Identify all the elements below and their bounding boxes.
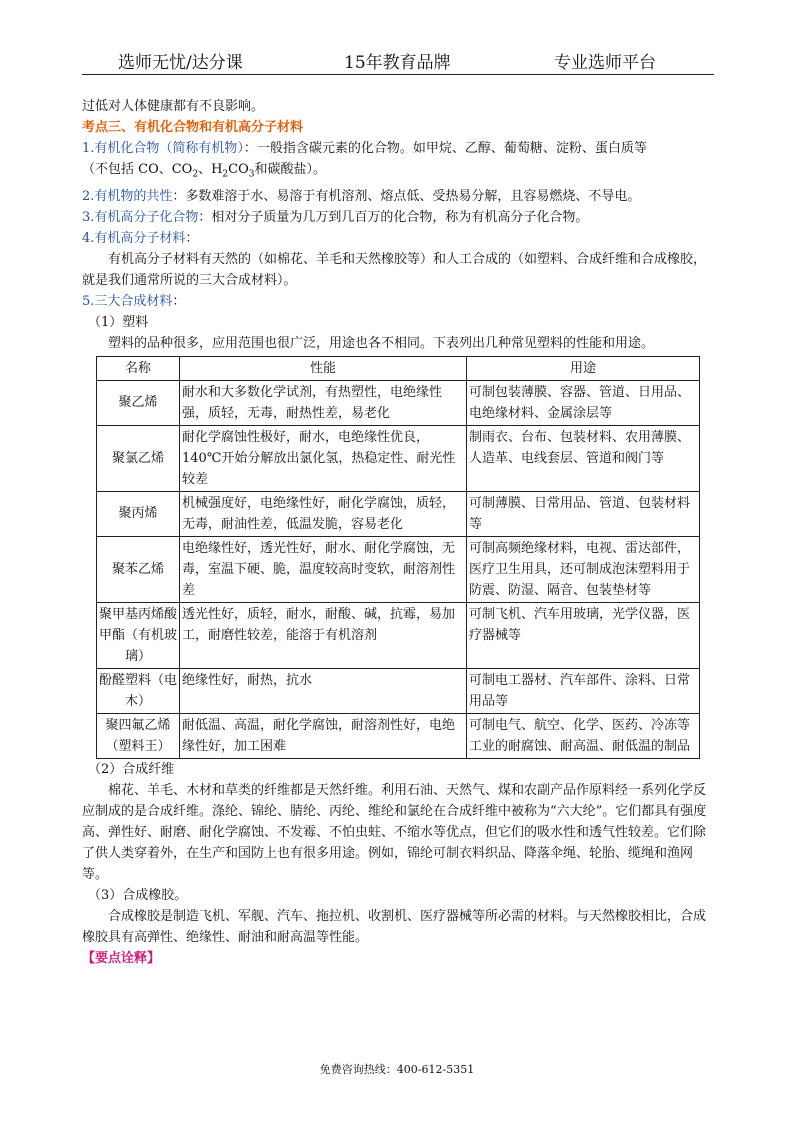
column-header-properties: 性能: [180, 356, 467, 380]
key-points-heading: 【要点诠释】: [82, 950, 161, 966]
document-body: [82, 96, 714, 969]
plastic-properties: 耐低温、高温，耐化学腐蚀，耐溶剂性好，电绝缘性好，加工困难: [180, 713, 467, 758]
page-header: [82, 44, 714, 75]
table-row: [97, 425, 700, 491]
plastic-name: 聚甲基丙烯酸甲酯（有机玻璃）: [97, 602, 180, 668]
header-brand: 选师无忧/达分课: [118, 53, 243, 73]
intro-line: 过低对人体健康都有不良影响。: [82, 99, 265, 114]
item-1-line2: [82, 159, 714, 186]
plastic-uses: 制雨衣、台布、包装材料、农用薄膜、人造革、电线套层、管道和阀门等: [467, 425, 700, 491]
section-title: 考点三、有机化合物和有机高分子材料: [82, 120, 304, 135]
item-4-colon: ：: [185, 230, 199, 246]
item-2-heading: 2.有机物的共性: [82, 188, 173, 204]
item-1-part-c: CO: [228, 162, 249, 177]
fiber-subheading: （2）合成纤维: [88, 761, 175, 777]
item-4: [82, 228, 714, 249]
item-5-heading: 5.三大合成材料: [82, 293, 173, 309]
table-header-row: [97, 356, 700, 380]
table-row: [97, 668, 700, 713]
plastic-properties: 耐水和大多数化学试剂，有热塑性，电绝缘性强，质轻，无毒，耐热性差，易老化: [180, 380, 467, 425]
plastic-properties: 透光性好，质轻，耐水，耐酸、碱，抗霉，易加工，耐磨性较差，能溶于有机溶剂: [180, 602, 467, 668]
plastics-intro: 塑料的品种很多，应用范围也很广泛，用途也各不相同。下表列出几种常见塑料的性能和用途。: [108, 335, 655, 351]
table-row: [97, 602, 700, 668]
item-1-part-b: 、H: [198, 162, 223, 177]
subscript: 2: [192, 169, 199, 180]
plastic-uses: 可制高频绝缘材料，电视、雷达部件，医疗卫生用具，还可制成泡沫塑料用于防震、防湿、隔音、包装垫材等: [467, 536, 700, 602]
item-3-heading: 3.有机高分子化合物: [82, 209, 199, 225]
rubber-paragraph: 合成橡胶是制造飞机、军舰、汽车、拖拉机、收割机、医疗器械等所必需的材料。与天然橡胶相比，合成橡胶具有高弹性、绝缘性、耐油和耐高温等性能。: [82, 908, 707, 945]
plastic-uses: 可制飞机、汽车用玻璃，光学仪器，医疗器械等: [467, 602, 700, 668]
item-2-text: ：多数难溶于水、易溶于有机溶剂、熔点低、受热易分解，且容易燃烧、不导电。: [172, 188, 641, 204]
item-2: [82, 186, 714, 207]
item-1: [82, 138, 714, 159]
item-1-heading: 1.有机化合物（简称有机物）: [82, 141, 244, 156]
item-5-colon: ：: [172, 293, 186, 309]
plastic-name: 聚四氟乙烯（塑料王）: [97, 713, 180, 758]
column-header-name: 名称: [97, 356, 180, 380]
item-1-text: ：一般指含碳元素的化合物。如甲烷、乙醇、葡萄糖、淀粉、蛋白质等: [243, 141, 647, 156]
table-row: [97, 536, 700, 602]
plastic-uses: 可制电气、航空、化学、医药、冷冻等工业的耐腐蚀、耐高温、耐低温的制品: [467, 713, 700, 758]
plastic-properties: 绝缘性好，耐热，抗水: [180, 668, 467, 713]
item-3-text: ：相对分子质量为几万到几百万的化合物，称为有机高分子化合物。: [198, 209, 589, 225]
plastics-table: [96, 356, 700, 759]
footer-hotline: 免费咨询热线：400-612-5351: [319, 1063, 475, 1076]
plastic-name: 聚丙烯: [97, 491, 180, 536]
header-tagline: 专业选师平台: [554, 53, 656, 73]
table-row: [97, 713, 700, 758]
item-3: [82, 207, 714, 228]
plastic-uses: 可制电工器材、汽车部件、涂料、日常用品等: [467, 668, 700, 713]
header-slogan: 15年教育品牌: [344, 53, 451, 73]
plastic-properties: 耐化学腐蚀性极好，耐水，电绝缘性优良，140℃开始分解放出氯化氢，热稳定性、耐光性较差: [180, 425, 467, 491]
fiber-paragraph: 棉花、羊毛、木材和草类的纤维都是天然纤维。利用石油、天然气、煤和农副产品作原料经一系列化学反应制成的是合成纤维。涤纶、锦纶、腈纶、丙纶、维纶和氯纶在合成纤维中被称为“六大纶”。它们都具有强度高、弹性好、耐磨、耐化学腐蚀、不发霉、不怕虫蛀、不缩水等优点，但它们的吸水性和透气性较差。它们除了供人类穿着外，在生产和国防上也有很多用途。例如，锦纶可制衣料织品、降落伞绳、轮胎、缆绳和渔网等。: [82, 782, 707, 882]
plastic-properties: 电绝缘性好，透光性好，耐水、耐化学腐蚀，无毒，室温下硬、脆，温度较高时变软，耐溶剂性差: [180, 536, 467, 602]
item-1-part-a: （不包括 CO、CO: [82, 162, 193, 177]
plastics-subheading: （1）塑料: [88, 314, 149, 330]
plastic-name: 酚醛塑料（电木）: [97, 668, 180, 713]
rubber-subheading: （3）合成橡胶。: [88, 887, 188, 903]
item-4-paragraph: 有机高分子材料有天然的（如棉花、羊毛和天然橡胶等）和人工合成的（如塑料、合成纤维和合成橡胶，就是我们通常所说的三大合成材料）。: [82, 251, 707, 288]
plastic-name: 聚苯乙烯: [97, 536, 180, 602]
subscript: 2: [222, 169, 229, 180]
item-5: [82, 291, 714, 312]
table-row: [97, 491, 700, 536]
plastic-name: 聚氯乙烯: [97, 425, 180, 491]
item-4-heading: 4.有机高分子材料: [82, 230, 186, 246]
plastic-uses: 可制薄膜、日常用品、管道、包装材料等: [467, 491, 700, 536]
plastic-properties: 机械强度好，电绝缘性好，耐化学腐蚀，质轻，无毒，耐油性差，低温发脆，容易老化: [180, 491, 467, 536]
plastic-name: 聚乙烯: [97, 380, 180, 425]
column-header-uses: 用途: [467, 356, 700, 380]
plastic-uses: 可制包装薄膜、容器、管道、日用品、电绝缘材料、金属涂层等: [467, 380, 700, 425]
subscript: 3: [248, 169, 255, 180]
item-1-part-d: 和碳酸盐）。: [254, 162, 327, 177]
table-row: [97, 380, 700, 425]
